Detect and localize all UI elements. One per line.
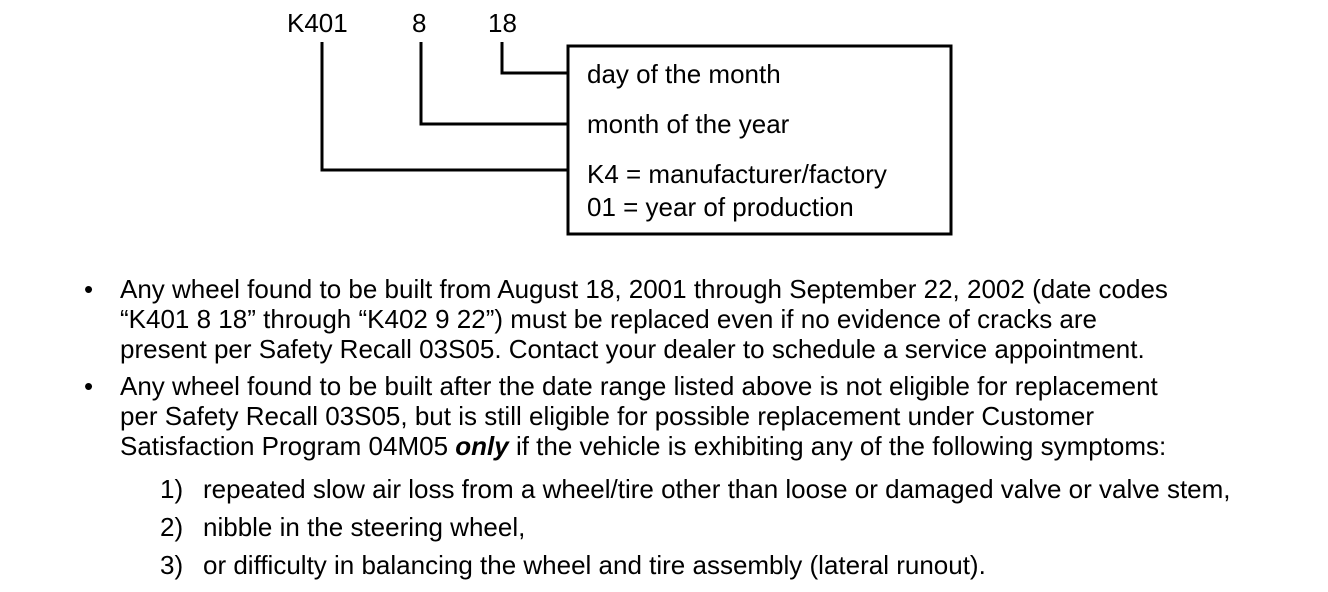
symptom-number: 2) <box>160 512 184 542</box>
symptom-text: repeated slow air loss from a wheel/tire other than loose or damaged valve or valve stem, <box>203 474 1231 504</box>
month-connector <box>421 42 568 124</box>
bullet-line: per Safety Recall 03S05, but is still eligible for possible replacement under Customer <box>120 401 1095 431</box>
symptom-list <box>160 474 1231 588</box>
bullet-icon: • <box>84 371 94 401</box>
symptom-text: or difficulty in balancing the wheel and tire assembly (lateral runout). <box>203 550 986 580</box>
label-year-of-production: 01 = year of production <box>587 192 854 222</box>
bullet-line: Any wheel found to be built after the date range listed above is not eligible for replacement <box>120 371 1158 401</box>
factory-year-connector <box>322 42 568 170</box>
symptom-item <box>160 550 1231 588</box>
bullet-item-replacement <box>84 274 1314 364</box>
code-part-factory-year: K401 <box>287 8 348 38</box>
day-connector <box>502 42 568 73</box>
symptom-item <box>160 474 1231 512</box>
label-day-of-month: day of the month <box>587 59 781 89</box>
label-month-of-year: month of the year <box>587 109 790 139</box>
symptom-item <box>160 512 1231 550</box>
symptom-text: nibble in the steering wheel, <box>203 512 526 542</box>
label-manufacturer: K4 = manufacturer/factory <box>587 159 887 189</box>
bullet-line: present per Safety Recall 03S05. Contact your dealer to schedule a service appointment. <box>120 334 1145 364</box>
bullet-list <box>84 274 1314 468</box>
bullet-text: if the vehicle is exhibiting any of the following symptoms: <box>508 431 1167 461</box>
bullet-line <box>120 431 1314 461</box>
bullet-text: Satisfaction Program 04M05 <box>120 431 456 461</box>
symptom-number: 1) <box>160 474 184 504</box>
date-code-diagram <box>0 0 1328 250</box>
bullet-line: “K401 8 18” through “K402 9 22”) must be replaced even if no evidence of cracks are <box>120 304 1098 334</box>
symptom-number: 3) <box>160 550 184 580</box>
bullet-item-eligibility <box>84 371 1314 461</box>
bullet-line: Any wheel found to be built from August 18, 2001 through September 22, 2002 (date codes <box>120 274 1168 304</box>
emphasis-only: only <box>455 431 509 461</box>
bullet-icon: • <box>84 274 94 304</box>
code-part-day: 18 <box>488 8 517 38</box>
code-part-month: 8 <box>412 8 427 38</box>
